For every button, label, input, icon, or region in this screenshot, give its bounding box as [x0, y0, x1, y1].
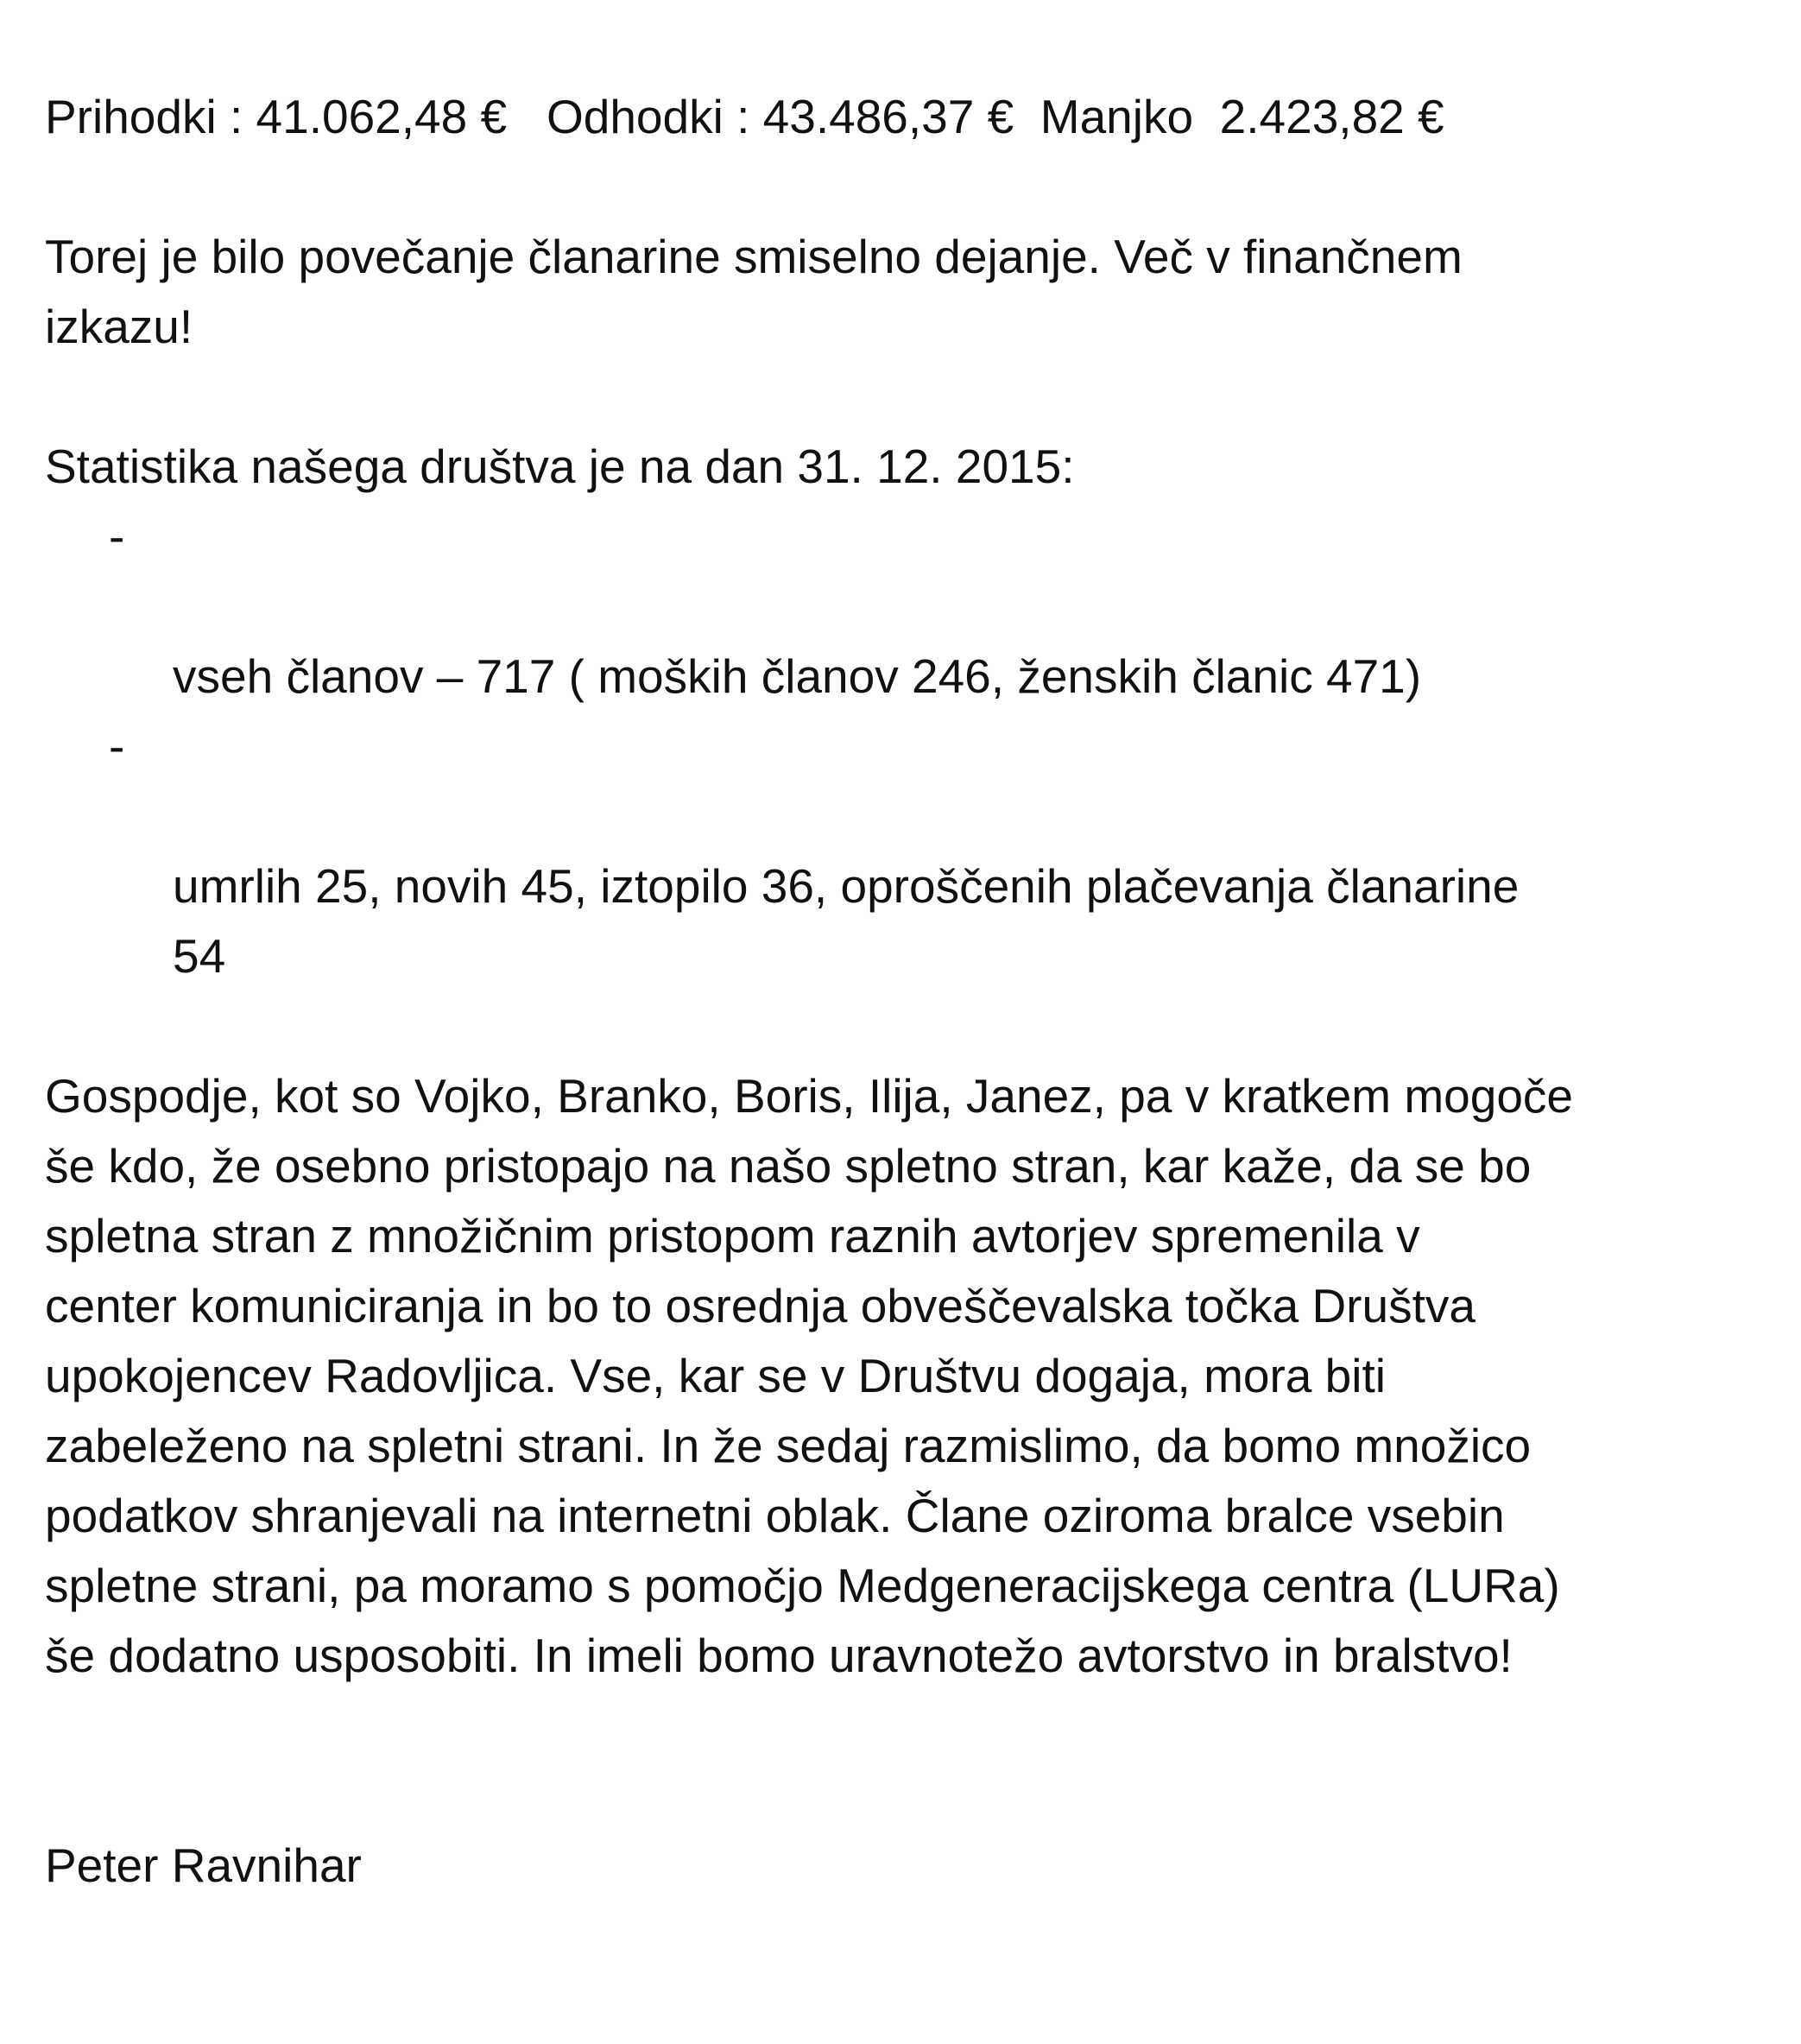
membership-note: Torej je bilo povečanje članarine smiselno dejanje. Več v finančnem izkazu! [45, 230, 1463, 353]
income-value: 41.062,48 € [256, 90, 508, 143]
list-item-text: vseh članov – 717 ( moških članov 246, ženskih članic 471) [173, 649, 1422, 703]
deficit-label: Manjko [1040, 90, 1194, 143]
spacer [45, 991, 1763, 1061]
spacer [45, 1691, 1763, 1831]
deficit-value: 2.423,82 € [1219, 90, 1444, 143]
list-item [45, 502, 1763, 712]
finance-summary [45, 82, 1763, 152]
expense-label: Odhodki : [546, 90, 750, 143]
document-page [45, 82, 1763, 1901]
list-item-text: umrlih 25, novih 45, iztopilo 36, oproščenih plačevanja članarine 54 [173, 859, 1520, 983]
signature: Peter Ravnihar [45, 1838, 362, 1892]
expense-value: 43.486,37 € [762, 90, 1014, 143]
spacer [45, 362, 1763, 432]
income-label: Prihodki : [45, 90, 243, 143]
list-item [45, 712, 1763, 991]
spacer [45, 152, 1763, 222]
list-dash: - [109, 719, 125, 773]
statistics-heading: Statistika našega društva je na dan 31. 12. 2015: [45, 440, 1075, 493]
list-dash: - [109, 509, 125, 563]
statistics-list [45, 502, 1763, 991]
website-paragraph: Gospodje, kot so Vojko, Branko, Boris, Ilija, Janez, pa v kratkem mogoče še kdo, že osebno pristopajo na našo spletno stran, kar kaže, da se bo spletna stran z množičnim pristopom raznih avtorjev spremenila v center komuniciranja in bo to osrednja obveščevalska točka Društva upokojencev Radovljica. Vse, kar se v Društvu dogaja, mora biti zabeleženo na spletni strani. In že sedaj razmislimo, da bomo množico podatkov shranjevali na internetni oblak. Člane oziroma bralce vsebin spletne strani, pa moramo s pomočjo Medgeneracijskega centra (LURa) še dodatno usposobiti. In imeli bomo uravnotežo avtorstvo in bralstvo! [45, 1069, 1574, 1682]
